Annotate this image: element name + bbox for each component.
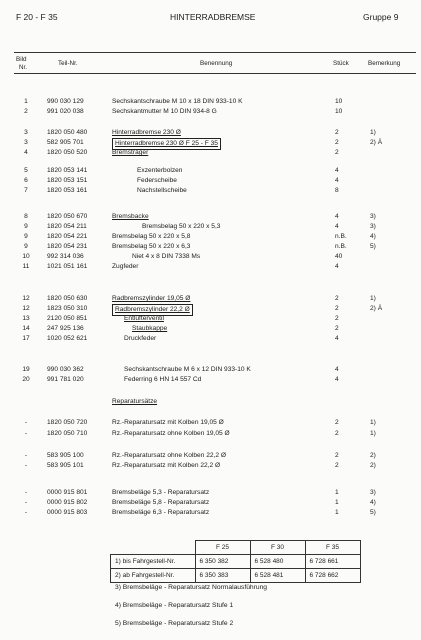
table-row xyxy=(0,186,421,196)
row-stueck: 10 xyxy=(335,98,343,105)
row-stueck: 2 xyxy=(335,139,339,146)
row-teil-nr: 1820 053 161 xyxy=(47,187,88,194)
row-stueck: 4 xyxy=(335,223,339,230)
row-stueck: n.B. xyxy=(335,233,347,240)
table-row xyxy=(0,138,421,148)
row-bemerkung: 5) xyxy=(370,243,376,250)
row-bild-nr: 13 xyxy=(22,315,30,322)
fahrgestell-header-row xyxy=(111,541,361,555)
row-benennung: Bremsbelag 50 x 220 x 6,3 xyxy=(112,243,191,250)
header-left: F 20 - F 35 xyxy=(16,12,58,22)
row-bild-nr: - xyxy=(24,419,28,426)
table-row xyxy=(0,212,421,222)
row-teil-nr: 1820 054 211 xyxy=(47,223,87,230)
row-bild-nr: 8 xyxy=(24,213,28,220)
row-bild-nr: 3 xyxy=(24,129,28,136)
row-teil-nr: 1020 052 621 xyxy=(47,335,88,342)
row-benennung: Radbremszylinder 19,05 Ø xyxy=(112,295,191,302)
table-row xyxy=(0,451,421,461)
row-bild-nr: 4 xyxy=(24,149,28,156)
row-bemerkung: 1) xyxy=(370,295,376,302)
footnote-5: 5) Bremsbeläge - Reparatursatz Stufe 2 xyxy=(115,620,234,627)
row-benennung: Hinterradbremse 230 Ø F 25 - F 35 xyxy=(112,138,221,150)
table-row xyxy=(0,498,421,508)
fahrgestell-cell: 6 350 382 xyxy=(195,555,250,569)
col-benennung: Benennung xyxy=(200,60,233,67)
row-bild-nr: 2 xyxy=(24,108,28,115)
row-benennung: Druckfeder xyxy=(124,335,157,342)
row-teil-nr: 990 030 362 xyxy=(47,366,84,373)
row-bild-nr: 5 xyxy=(24,167,28,174)
row-stueck: 1 xyxy=(335,489,339,496)
header-group: Gruppe 9 xyxy=(363,12,399,22)
row-benennung: Hinterradbremse 230 Ø xyxy=(112,129,181,136)
row-teil-nr: 1820 050 520 xyxy=(47,149,88,156)
fahrgestell-corner xyxy=(111,541,196,555)
row-bemerkung: 3) xyxy=(370,223,376,230)
table-row xyxy=(0,107,421,117)
row-teil-nr: 0000 915 802 xyxy=(47,499,88,506)
table-row xyxy=(0,304,421,314)
row-bemerkung: 3) xyxy=(370,213,376,220)
row-stueck: 2 xyxy=(335,462,339,469)
row-benennung: Rz.-Reparatursatz ohne Kolben 19,05 Ø xyxy=(112,430,230,437)
row-bild-nr: - xyxy=(24,452,28,459)
row-stueck: 4 xyxy=(335,366,339,373)
row-benennung: Nachstellscheibe xyxy=(137,187,187,194)
row-bemerkung: 2) xyxy=(370,462,376,469)
table-row xyxy=(0,429,421,439)
table-row xyxy=(0,365,421,375)
row-benennung: Rz.-Reparatursatz mit Kolben 22,2 Ø xyxy=(112,462,221,469)
table-row xyxy=(0,488,421,498)
footnote-4: 4) Bremsbeläge - Reparatursatz Stufe 1 xyxy=(115,602,234,609)
row-teil-nr: 582 905 701 xyxy=(47,139,84,146)
row-bemerkung: 1) xyxy=(370,129,376,136)
row-teil-nr: 583 905 101 xyxy=(47,462,84,469)
col-teil-nr: Teil-Nr. xyxy=(58,60,78,67)
fahrgestell-label: 1) bis Fahrgestell-Nr. xyxy=(111,555,196,569)
row-bemerkung: 3) xyxy=(370,489,376,496)
row-benennung: Rz.-Reparatursatz ohne Kolben 22,2 Ø xyxy=(112,452,226,459)
row-stueck: 4 xyxy=(335,177,339,184)
row-benennung: Federring 6 HN 14 557 Cd xyxy=(124,376,202,383)
row-stueck: 4 xyxy=(335,376,339,383)
table-row xyxy=(0,166,421,176)
row-stueck: 2 xyxy=(335,129,339,136)
row-bild-nr: 3 xyxy=(24,139,28,146)
row-teil-nr: 1820 050 720 xyxy=(47,419,88,426)
fahrgestell-cell: 6 728 662 xyxy=(305,569,360,583)
table-row xyxy=(0,314,421,324)
table-row xyxy=(0,252,421,262)
header-rule-top xyxy=(14,52,416,53)
row-bemerkung: 5) xyxy=(370,509,376,516)
row-benennung: Exzenterbolzen xyxy=(137,167,183,174)
table-row xyxy=(0,418,421,428)
row-teil-nr: 1820 050 710 xyxy=(47,430,88,437)
row-stueck: 4 xyxy=(335,263,339,270)
row-benennung: Sechskantschraube M 6 x 12 DIN 933-10 K xyxy=(124,366,251,373)
row-benennung: Zugfeder xyxy=(112,263,139,270)
row-stueck: 2 xyxy=(335,325,339,332)
row-bild-nr: 7 xyxy=(24,187,28,194)
row-bild-nr: 9 xyxy=(24,233,28,240)
table-row xyxy=(0,461,421,471)
row-stueck: 1 xyxy=(335,499,339,506)
row-bild-nr: - xyxy=(24,430,28,437)
row-bild-nr: - xyxy=(24,462,28,469)
row-teil-nr: 1820 053 141 xyxy=(47,167,88,174)
row-teil-nr: 1820 054 231 xyxy=(47,243,88,250)
row-stueck: 2 xyxy=(335,305,339,312)
row-stueck: 10 xyxy=(335,108,343,115)
row-teil-nr: 1820 054 221 xyxy=(47,233,88,240)
row-benennung: Entlüfterventil xyxy=(124,315,164,322)
row-benennung: Bremsträger xyxy=(112,149,149,156)
row-teil-nr: 991 020 038 xyxy=(47,108,84,115)
table-row xyxy=(0,222,421,232)
table-row xyxy=(0,176,421,186)
row-bemerkung: 2) Ä xyxy=(370,139,383,146)
row-stueck: 8 xyxy=(335,187,339,194)
table-row xyxy=(0,397,421,407)
row-stueck: 2 xyxy=(335,315,339,322)
row-bemerkung: 4) xyxy=(370,233,376,240)
row-bild-nr: - xyxy=(24,509,28,516)
fahrgestell-head-f35: F 35 xyxy=(305,541,360,555)
row-benennung: Sechskantmutter M 10 DIN 934-8 G xyxy=(112,108,217,115)
col-bild: Bild xyxy=(16,56,27,63)
row-benennung: Bremsbacke xyxy=(112,213,149,220)
row-benennung: Bremsbeläge 5,8 - Reparatursatz xyxy=(112,499,210,506)
row-bild-nr: - xyxy=(24,489,28,496)
table-row xyxy=(0,508,421,518)
row-teil-nr: 1021 051 161 xyxy=(47,263,88,270)
footnote-3: 3) Bremsbeläge - Reparatursatz Normalausführung xyxy=(115,584,268,591)
row-bild-nr: 12 xyxy=(22,295,30,302)
row-teil-nr: 1820 050 670 xyxy=(47,213,88,220)
row-stueck: 4 xyxy=(335,167,339,174)
row-benennung: Bremsbelag 50 x 220 x 5,3 xyxy=(142,223,221,230)
row-teil-nr: 0000 915 803 xyxy=(47,509,88,516)
row-teil-nr: 2120 050 851 xyxy=(47,315,88,322)
row-bild-nr: 9 xyxy=(24,223,28,230)
row-stueck: 1 xyxy=(335,509,339,516)
fahrgestell-cell: 6 728 661 xyxy=(305,555,360,569)
row-benennung: Bremsbeläge 5,3 - Reparatursatz xyxy=(112,489,210,496)
row-benennung: Niet 4 x 8 DIN 7338 Ms xyxy=(132,253,201,260)
col-nr: Nr. xyxy=(19,64,28,71)
row-bild-nr: 1 xyxy=(24,98,28,105)
row-teil-nr: 1820 050 480 xyxy=(47,129,88,136)
row-teil-nr: 247 925 136 xyxy=(47,325,84,332)
table-row xyxy=(0,242,421,252)
table-row xyxy=(0,128,421,138)
row-bemerkung: 1) xyxy=(370,419,376,426)
row-bemerkung: 2) Ä xyxy=(370,305,383,312)
row-stueck: 2 xyxy=(335,419,339,426)
row-benennung: Sechskantschraube M 10 x 18 DIN 933-10 K xyxy=(112,98,243,105)
table-row xyxy=(0,375,421,385)
row-stueck: 40 xyxy=(335,253,343,260)
table-row xyxy=(0,324,421,334)
row-stueck: 2 xyxy=(335,295,339,302)
row-bild-nr: 17 xyxy=(22,335,30,342)
row-teil-nr: 1823 050 310 xyxy=(47,305,88,312)
row-benennung: Rz.-Reparatursatz mit Kolben 19,05 Ø xyxy=(112,419,224,426)
fahrgestell-cell: 6 528 480 xyxy=(250,555,305,569)
row-bild-nr: 6 xyxy=(24,177,28,184)
row-bild-nr: 20 xyxy=(22,376,30,383)
row-bemerkung: 2) xyxy=(370,452,376,459)
row-bemerkung: 4) xyxy=(370,499,376,506)
row-benennung: Bremsbelag 50 x 220 x 5,8 xyxy=(112,233,191,240)
row-stueck: 2 xyxy=(335,149,339,156)
row-bild-nr: - xyxy=(24,499,28,506)
row-teil-nr: 583 905 100 xyxy=(47,452,84,459)
row-bild-nr: 10 xyxy=(22,253,30,260)
row-bemerkung: 1) xyxy=(370,430,376,437)
fahrgestell-row-bis xyxy=(111,555,361,569)
row-benennung: Bremsbeläge 6,3 - Reparatursatz xyxy=(112,509,210,516)
row-stueck: 4 xyxy=(335,335,339,342)
row-stueck: n.B. xyxy=(335,243,347,250)
row-stueck: 4 xyxy=(335,213,339,220)
fahrgestell-cell: 6 350 383 xyxy=(195,569,250,583)
header-rule-bottom xyxy=(14,73,416,74)
row-teil-nr: 991 781 020 xyxy=(47,376,84,383)
table-row xyxy=(0,97,421,107)
fahrgestell-row-ab xyxy=(111,569,361,583)
table-row xyxy=(0,148,421,158)
row-bild-nr: 9 xyxy=(24,243,28,250)
fahrgestell-head-f30: F 30 xyxy=(250,541,305,555)
col-stueck: Stück xyxy=(333,60,349,67)
row-bild-nr: 19 xyxy=(22,366,30,373)
table-row xyxy=(0,262,421,272)
row-benennung: Radbremszylinder 22,2 Ø xyxy=(112,304,193,316)
fahrgestell-cell: 6 528 481 xyxy=(250,569,305,583)
row-teil-nr: 990 030 129 xyxy=(47,98,84,105)
table-row xyxy=(0,334,421,344)
col-bemerkung: Bemerkung xyxy=(368,60,401,67)
fahrgestell-label: 2) ab Fahrgestell-Nr. xyxy=(111,569,196,583)
row-teil-nr: 0000 915 801 xyxy=(47,489,88,496)
row-bild-nr: 11 xyxy=(22,263,30,270)
row-stueck: 2 xyxy=(335,430,339,437)
row-stueck: 2 xyxy=(335,452,339,459)
fahrgestell-head-f25: F 25 xyxy=(195,541,250,555)
page-title: HINTERRADBREMSE xyxy=(170,12,256,22)
fahrgestell-table xyxy=(110,540,361,583)
row-benennung: Staubkappe xyxy=(132,325,168,332)
row-teil-nr: 1820 050 630 xyxy=(47,295,88,302)
row-teil-nr: 1820 053 151 xyxy=(47,177,88,184)
row-benennung: Reparatursätze xyxy=(112,398,158,405)
row-bild-nr: 12 xyxy=(22,305,30,312)
table-row xyxy=(0,232,421,242)
row-benennung: Federscheibe xyxy=(137,177,177,184)
table-row xyxy=(0,294,421,304)
row-bild-nr: 14 xyxy=(22,325,30,332)
row-teil-nr: 992 314 036 xyxy=(47,253,84,260)
